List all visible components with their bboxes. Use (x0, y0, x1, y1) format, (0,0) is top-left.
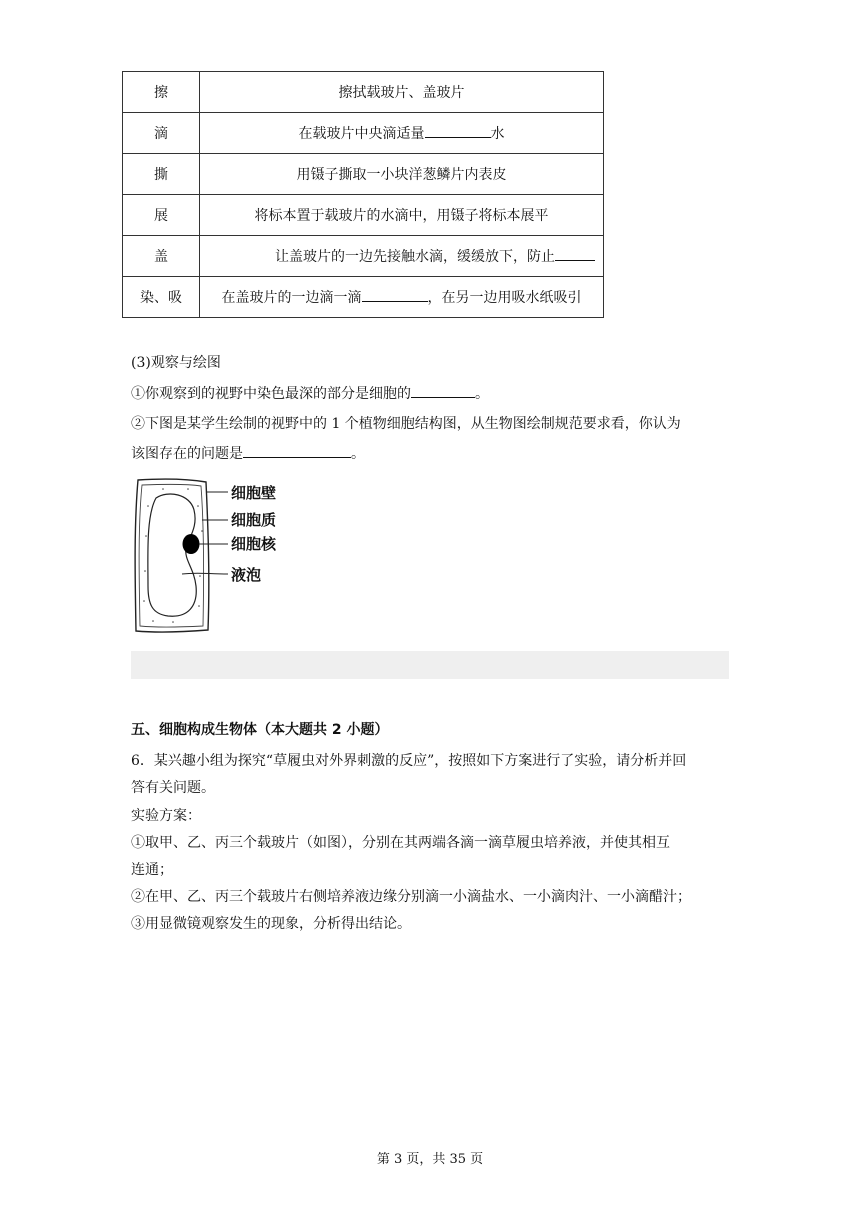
plan-step-1-line-1: ①取甲、乙、丙三个载玻片（如图），分别在其两端各滴一滴草履虫培养液，并使其相互 (131, 835, 670, 851)
procedure-table (122, 71, 604, 318)
label-cell-wall: 细胞壁 (231, 484, 277, 502)
step-text-after: ，在另一边用吸水纸吸引 (427, 290, 582, 306)
cell-membrane-outline (139, 484, 203, 627)
table-row (123, 154, 604, 195)
answer-blank[interactable] (362, 287, 428, 302)
step-text-before: 在载玻片中央滴适量 (298, 126, 425, 142)
table-row (123, 236, 604, 277)
plan-step-2: ②在甲、乙、丙三个载玻片右侧培养液边缘分别滴一小滴盐水、一小滴肉汁、一小滴醋汁； (131, 889, 691, 905)
label-cytoplasm: 细胞质 (231, 511, 277, 529)
step-key: 展 (123, 195, 200, 236)
plan-step-3: ③用显微镜观察发生的现象，分析得出结论。 (131, 916, 411, 932)
step-text-after: 水 (490, 126, 505, 142)
step-key: 染、吸 (123, 277, 200, 318)
step-text: 擦拭载玻片、盖玻片 (200, 72, 604, 113)
question-text: ①你观察到的视野中染色最深的部分是细胞的 (131, 386, 411, 402)
question-text: 。 (351, 446, 365, 462)
step-text (200, 277, 604, 318)
answer-blank[interactable] (411, 383, 475, 398)
step-text: 用镊子撕取一小块洋葱鳞片内表皮 (200, 154, 604, 195)
step-key: 盖 (123, 236, 200, 277)
section-heading: 五、细胞构成生物体（本大题共 2 小题） (131, 722, 389, 738)
question-2-line-1: ②下图是某学生绘制的视野中的 1 个植物细胞结构图，从生物图绘制规范要求看，你认为 (131, 416, 681, 432)
step-text (200, 113, 604, 154)
section-title: (3)观察与绘图 (131, 355, 221, 371)
question-text: 。 (475, 386, 489, 402)
step-key: 滴 (123, 113, 200, 154)
question-2-line-2 (131, 443, 365, 463)
table-row (123, 72, 604, 113)
question-6-line-2: 答有关问题。 (131, 780, 215, 796)
answer-blank[interactable] (555, 246, 595, 261)
step-key: 擦 (123, 72, 200, 113)
table-row (123, 113, 604, 154)
plan-step-1-line-2: 连通； (131, 862, 173, 878)
question-1 (131, 383, 489, 403)
step-text-before: 在盖玻片的一边滴一滴 (221, 290, 362, 306)
table-row (123, 195, 604, 236)
page-footer: 第 3 页，共 35 页 (376, 1152, 484, 1167)
plan-label: 实验方案： (131, 808, 201, 824)
table-row (123, 277, 604, 318)
step-key: 撕 (123, 154, 200, 195)
label-line (182, 573, 228, 574)
step-text (200, 236, 604, 277)
answer-area (131, 651, 729, 679)
answer-blank[interactable] (425, 123, 491, 138)
step-text: 将标本置于载玻片的水滴中，用镊子将标本展平 (200, 195, 604, 236)
plant-cell-diagram (128, 476, 298, 638)
answer-blank[interactable] (243, 443, 351, 458)
vacuole-outline (148, 494, 196, 616)
label-vacuole: 液泡 (231, 566, 262, 584)
cell-wall-outline (135, 479, 209, 632)
question-text: 该图存在的问题是 (131, 446, 243, 462)
nucleus-shape (183, 534, 200, 554)
label-nucleus: 细胞核 (231, 535, 277, 553)
step-text-before: 让盖玻片的一边先接触水滴，缓缓放下，防止 (275, 249, 555, 265)
question-6-line-1: 6．某兴趣小组为探究“草履虫对外界刺激的反应”，按照如下方案进行了实验，请分析并回 (131, 753, 687, 769)
